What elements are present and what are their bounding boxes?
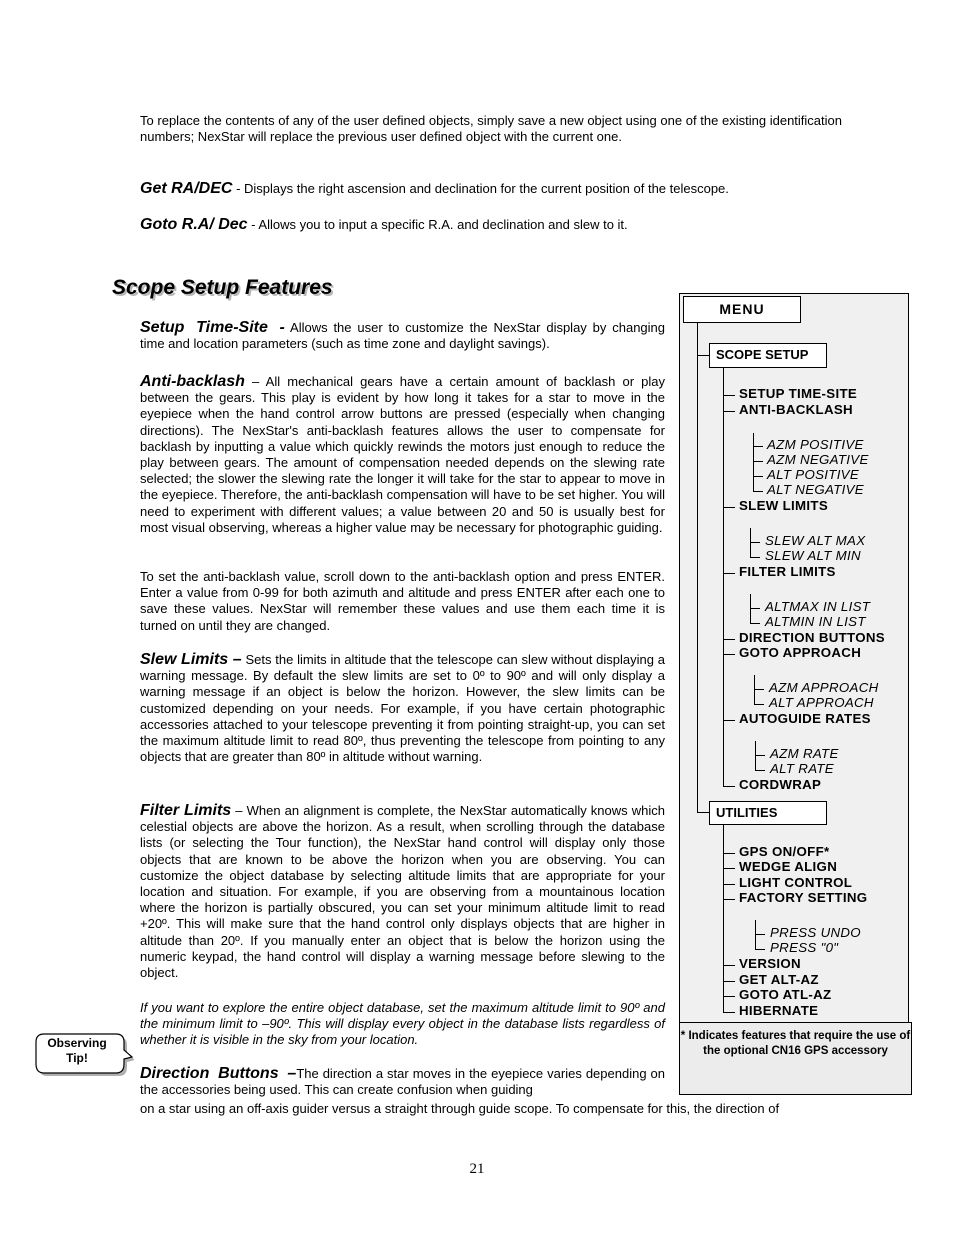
get-radec-term: Get RA/DEC — [140, 180, 233, 197]
menu-sub-alt-positive: ALT POSITIVE — [767, 467, 860, 482]
menu-item-get-alt-az: GET ALT-AZ — [739, 972, 819, 987]
branch-setup-time-site — [723, 395, 735, 396]
menu-item-cordwrap: CORDWRAP — [739, 777, 822, 792]
branch-anti-backlash — [723, 411, 735, 412]
menu-sub-alt-rate: ALT RATE — [770, 761, 834, 776]
goto-approach-children-line — [754, 675, 755, 705]
autoguide-rates-children-line — [755, 741, 756, 771]
menu-item-anti-backlash: ANTI-BACKLASH — [739, 402, 853, 417]
menu-branch-scope-setup — [697, 355, 709, 356]
menu-item-goto-approach: GOTO APPROACH — [739, 645, 862, 660]
branch-azm-negative — [753, 461, 763, 462]
menu-sub-press-0: PRESS "0" — [770, 940, 839, 955]
menu-sub-slew-alt-min: SLEW ALT MIN — [765, 548, 861, 563]
filter-limits-paragraph — [140, 803, 665, 981]
goto-radec-text: - Allows you to input a specific R.A. and declination and slew to it. — [247, 217, 628, 232]
factory-setting-children-line — [755, 920, 756, 950]
branch-hibernate — [723, 1012, 735, 1013]
branch-azm-positive — [753, 446, 763, 447]
menu-sub-azm-rate: AZM RATE — [770, 746, 839, 761]
branch-slew-alt-min — [750, 557, 760, 558]
setup-time-site-text: Allows the user to customize the NexStar display by changing time and location parameters (such as time zone and daylight savings). — [140, 320, 666, 352]
menu-scope-setup-box: SCOPE SETUP — [709, 343, 827, 368]
branch-direction-buttons — [723, 639, 735, 640]
filter-limits-children-line — [750, 594, 751, 624]
menu-item-goto-atl-az: GOTO ATL-AZ — [739, 987, 832, 1002]
branch-azm-rate — [755, 755, 765, 756]
branch-slew-alt-max — [750, 542, 760, 543]
branch-alt-negative — [753, 491, 763, 492]
slew-limits-children-line — [750, 528, 751, 558]
branch-press-0 — [755, 949, 765, 950]
menu-item-light-control: LIGHT CONTROL — [739, 875, 853, 890]
menu-utilities-box: UTILITIES — [709, 801, 827, 825]
branch-wedge-align — [723, 868, 735, 869]
branch-factory-setting — [723, 899, 735, 900]
goto-radec-term: Goto R.A/ Dec — [140, 216, 248, 233]
get-radec-paragraph — [140, 181, 842, 197]
menu-item-filter-limits: FILTER LIMITS — [739, 564, 836, 579]
menu-item-version: VERSION — [739, 956, 801, 971]
slew-limits-term: Slew Limits – — [140, 651, 242, 668]
observing-tip-label: Observing Tip! — [47, 1036, 107, 1065]
get-radec-text: - Displays the right ascension and declination for the current position of the telescope. — [232, 181, 729, 196]
menu-item-wedge-align: WEDGE ALIGN — [739, 859, 838, 874]
menu-sub-alt-negative: ALT NEGATIVE — [767, 482, 864, 497]
filter-limits-text: – When an alignment is complete, the NexStar automatically knows which celestial objects are above the horizon. As a result, when scrolling through the database lists (or selecting the Tour function), the NexStar hand control will display only those objects that are known to be above the horizon when you are observing. You can customize the object database by selecting altitude limits that are appropriate for your location and situation. For example, if you are observing from a mountainous location where the horizon is partially obscured, you can set your minimum altitude limit to read +20º. This will make sure that the hand control only displays objects that are higher in altitude than 20º. If you manually enter an object that is below the horizon using the numeric keypad, the hand control will display a warning message before slewing to the object. — [140, 803, 665, 981]
menu-sub-azm-positive: AZM POSITIVE — [767, 437, 864, 452]
branch-altmax-in-list — [750, 608, 760, 609]
direction-buttons-continuation: on a star using an off-axis guider versus a straight through guide scope. To compensate for this, the direction of — [140, 1101, 780, 1116]
menu-item-gps-on-off: GPS ON/OFF* — [739, 844, 830, 859]
branch-alt-rate — [755, 770, 765, 771]
menu-item-slew-limits: SLEW LIMITS — [739, 498, 828, 513]
menu-branch-utilities — [697, 812, 709, 813]
branch-goto-atl-az — [723, 996, 735, 997]
page-number: 21 — [469, 1161, 485, 1177]
branch-filter-limits — [723, 573, 735, 574]
direction-buttons-term: Direction Buttons – — [140, 1065, 297, 1082]
menu-sub-slew-alt-max: SLEW ALT MAX — [765, 533, 866, 548]
anti-backlash-term: Anti-backlash — [140, 373, 245, 390]
filter-limits-term: Filter Limits — [140, 802, 232, 819]
branch-slew-limits — [723, 507, 735, 508]
goto-radec-paragraph — [140, 217, 842, 233]
direction-buttons-paragraph — [140, 1066, 665, 1098]
menu-item-setup-time-site: SETUP TIME-SITE — [739, 386, 858, 401]
menu-root-box: MENU — [683, 296, 801, 323]
branch-alt-approach — [754, 704, 764, 705]
intro-paragraph: To replace the contents of any of the user defined objects, simply save a new object using one of the existing identification numbers; NexStar will replace the previous user defined object with the current one. — [140, 113, 842, 145]
branch-cordwrap — [723, 786, 735, 787]
menu-sub-altmin-in-list: ALTMIN IN LIST — [765, 614, 866, 629]
setup-time-site-term: Setup Time-Site - — [140, 319, 285, 336]
menu-item-factory-setting: FACTORY SETTING — [739, 890, 868, 905]
section-title: Scope Setup Features — [112, 276, 333, 299]
branch-get-alt-az — [723, 981, 735, 982]
menu-sub-azm-approach: AZM APPROACH — [769, 680, 879, 695]
anti-backlash-paragraph — [140, 374, 665, 536]
branch-autoguide-rates — [723, 720, 735, 721]
branch-altmin-in-list — [750, 623, 760, 624]
menu-sub-press-undo: PRESS UNDO — [770, 925, 861, 940]
slew-limits-paragraph — [140, 652, 665, 765]
anti-backlash-text: – All mechanical gears have a certain amount of backlash or play between the gears. This play is evident by how long it takes for a star to move in the eyepiece when the hand control arrow buttons are pressed (especially when changing directions). The NexStar's anti-backlash features allows the user to compensate for backlash by inputting a value which quickly rewinds the motors just enough to reduce the play between gears. The amount of compensation needed depends on the slewing rate selected; the slower the slewing rate the longer it will take for the star to appear to move in the eyepiece. Therefore, the anti-backlash compensation will have to be set higher. You will need to experiment with different values; a value between 20 and 50 is usually best for most visual observing, whereas a higher value may be necessary for photographic guiding. — [140, 374, 665, 535]
branch-azm-approach — [754, 689, 764, 690]
setup-time-site-paragraph — [140, 320, 665, 352]
anti-backlash-setting-paragraph: To set the anti-backlash value, scroll down to the anti-backlash option and press ENTER. Enter a value from 0-99 for both azimuth and altitude and press ENTER after each one to save these values. NexStar will remember these values and use them each time it is turned on until they are changed. — [140, 569, 665, 633]
slew-limits-text: Sets the limits in altitude that the telescope can slew without displaying a warning message. By default the slew limits are set to 0º to 90º and will only display a warning message if an object is below the horizon. However, the slew limits can be customized depending on your needs. For example, if you have certain photographic accessories attached to your telescope preventing it from pointing straight-up, you can set the maximum altitude limit to read 80º, thus preventing the telescope from pointing to any objects that are greater than 80º in altitude without warning. — [140, 652, 665, 765]
branch-press-undo — [755, 934, 765, 935]
direction-buttons-text-a: The direction a star moves in the eyepiece varies depending on the accessories being used. This can create confusion when guiding — [140, 1066, 665, 1098]
menu-footnote: * Indicates features that require the use of the optional CN16 GPS accessory — [679, 1022, 912, 1095]
menu-sub-azm-negative: AZM NEGATIVE — [767, 452, 869, 467]
menu-item-hibernate: HIBERNATE — [739, 1003, 819, 1018]
branch-alt-positive — [753, 476, 763, 477]
scope-setup-children-line — [723, 368, 724, 786]
menu-trunk-line — [697, 323, 698, 813]
anti-backlash-children-line — [753, 433, 754, 491]
branch-version — [723, 965, 735, 966]
menu-item-autoguide-rates: AUTOGUIDE RATES — [739, 711, 871, 726]
menu-sub-alt-approach: ALT APPROACH — [769, 695, 874, 710]
menu-item-direction-buttons: DIRECTION BUTTONS — [739, 630, 885, 645]
branch-gps-on-off — [723, 853, 735, 854]
branch-goto-approach — [723, 654, 735, 655]
branch-light-control — [723, 884, 735, 885]
menu-sub-altmax-in-list: ALTMAX IN LIST — [765, 599, 871, 614]
observing-tip-paragraph: If you want to explore the entire object database, set the maximum altitude limit to 90º and the minimum limit to –90º. This will display every object in the database lists regardless of whether it is visible in the sky from your location. — [140, 1000, 665, 1048]
observing-tip-callout — [34, 1031, 130, 1073]
